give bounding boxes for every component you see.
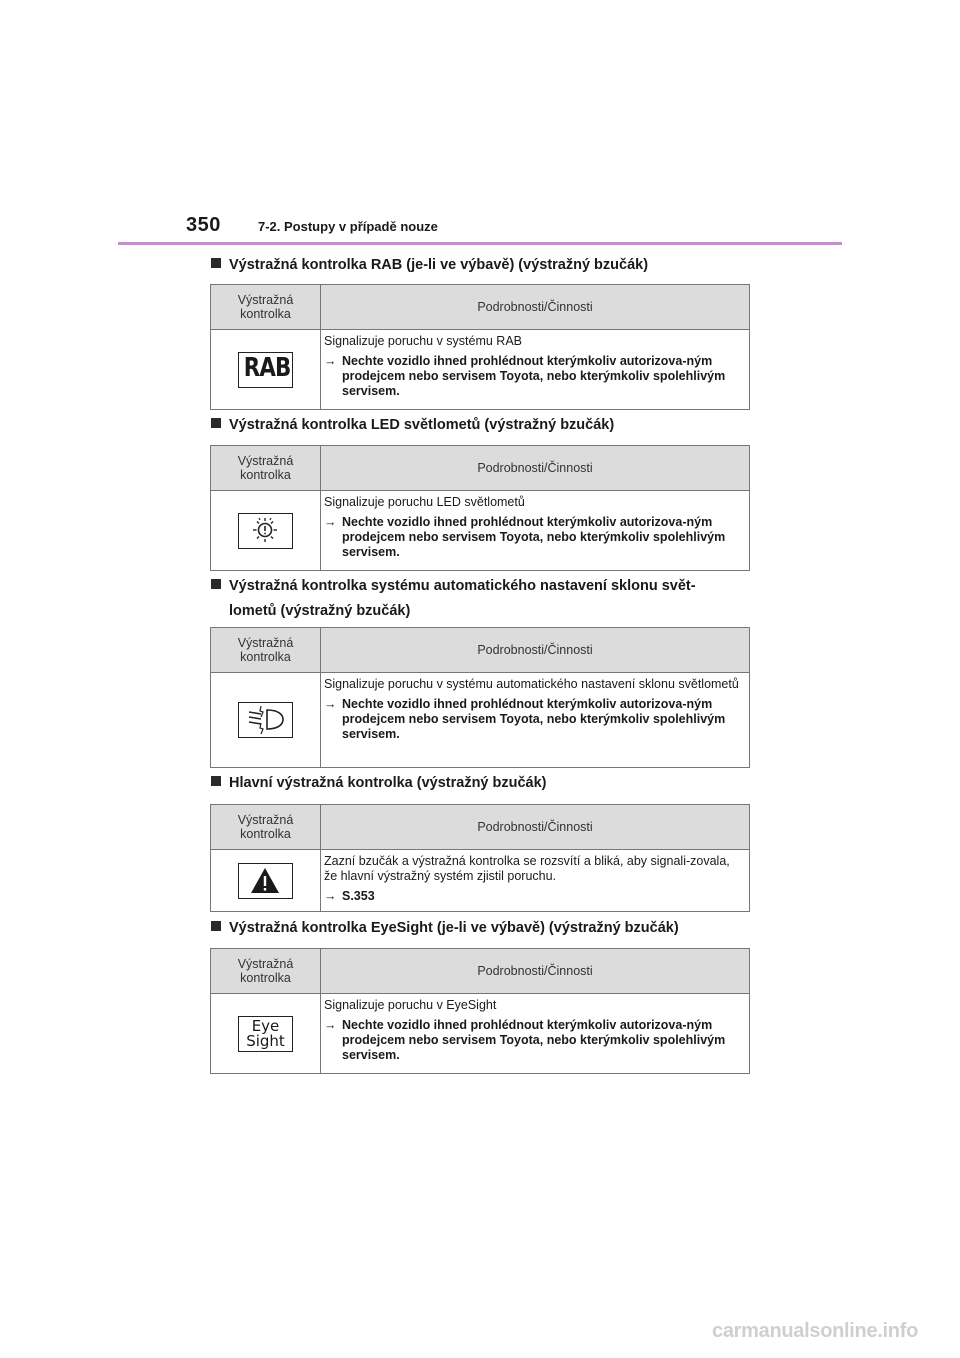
- warning-description: Signalizuje poruchu v systému automatického nastavení sklonu světlometů: [324, 677, 739, 691]
- table-header-details: Podrobnosti/Činnosti: [321, 628, 750, 673]
- header-divider: [118, 242, 842, 245]
- arrow-right-icon: →: [324, 354, 337, 368]
- arrow-right-icon: →: [324, 889, 337, 903]
- section-heading-rab: Výstražná kontrolka RAB (je-li ve výbavě) (výstražný bzučák): [211, 254, 648, 276]
- warning-action: → Nechte vozidlo ihned prohlédnout kterýmkoliv autorizova-ným prodejcem nebo servisem Toyota, nebo kterýmkoliv spolehlivým servisem.: [324, 515, 726, 559]
- led-headlight-warning-icon: [238, 513, 293, 549]
- headlight-leveling-icon: [238, 702, 293, 738]
- table-header-details: Podrobnosti/Činnosti: [321, 285, 750, 330]
- section-heading-eyesight: Výstražná kontrolka EyeSight (je-li ve výbavě) (výstražný bzučák): [211, 917, 679, 939]
- warning-table-eyesight: [210, 948, 750, 1074]
- square-bullet-icon: [211, 776, 221, 786]
- table-header-details: Podrobnosti/Činnosti: [321, 805, 750, 850]
- section-heading-leveling: Výstražná kontrolka systému automatického nastavení sklonu svět- lometů (výstražný bzučák): [211, 575, 696, 622]
- section-heading-led: Výstražná kontrolka LED světlometů (výstražný bzučák): [211, 414, 614, 436]
- arrow-right-icon: →: [324, 1018, 337, 1032]
- arrow-right-icon: →: [324, 515, 337, 529]
- square-bullet-icon: [211, 258, 221, 268]
- warning-table-master: [210, 804, 750, 912]
- warning-table-rab: [210, 284, 750, 410]
- warning-description: Zazní bzučák a výstražná kontrolka se rozsvítí a bliká, aby signali-zovala, že hlavní výstražný systém zjistil poruchu.: [324, 854, 730, 883]
- table-header-icon: Výstražná kontrolka: [211, 805, 321, 850]
- rab-warning-icon: RAB: [238, 352, 293, 388]
- page-reference: → S.353: [324, 889, 375, 903]
- section-heading-master: Hlavní výstražná kontrolka (výstražný bzučák): [211, 772, 547, 794]
- warning-description: Signalizuje poruchu v EyeSight: [324, 998, 497, 1012]
- eyesight-warning-icon: Eye Sight: [238, 1016, 293, 1052]
- watermark: carmanualsonline.info: [712, 1320, 918, 1342]
- table-header-icon: Výstražná kontrolka: [211, 628, 321, 673]
- arrow-right-icon: →: [324, 697, 337, 711]
- warning-description: Signalizuje poruchu v systému RAB: [324, 334, 523, 348]
- warning-action: → Nechte vozidlo ihned prohlédnout kterýmkoliv autorizova-ným prodejcem nebo servisem Toyota, nebo kterýmkoliv spolehlivým servisem.: [324, 1018, 726, 1062]
- square-bullet-icon: [211, 579, 221, 589]
- warning-action: → Nechte vozidlo ihned prohlédnout kterýmkoliv autorizova-ným prodejcem nebo servisem Toyota, nebo kterýmkoliv spolehlivým servisem.: [324, 697, 726, 741]
- warning-action: → Nechte vozidlo ihned prohlédnout kterýmkoliv autorizova-ným prodejcem nebo servisem Toyota, nebo kterýmkoliv spolehlivým servisem.: [324, 354, 726, 398]
- table-header-icon: Výstražná kontrolka: [211, 949, 321, 994]
- table-header-icon: Výstražná kontrolka: [211, 285, 321, 330]
- table-header-details: Podrobnosti/Činnosti: [321, 446, 750, 491]
- square-bullet-icon: [211, 418, 221, 428]
- page-number: 350: [186, 214, 221, 236]
- warning-table-leveling: [210, 627, 750, 768]
- square-bullet-icon: [211, 921, 221, 931]
- warning-description: Signalizuje poruchu LED světlometů: [324, 495, 525, 509]
- table-header-icon: Výstražná kontrolka: [211, 446, 321, 491]
- warning-table-led: [210, 445, 750, 571]
- table-header-details: Podrobnosti/Činnosti: [321, 949, 750, 994]
- chapter-title: 7-2. Postupy v případě nouze: [258, 219, 438, 234]
- master-warning-triangle-icon: [238, 863, 293, 899]
